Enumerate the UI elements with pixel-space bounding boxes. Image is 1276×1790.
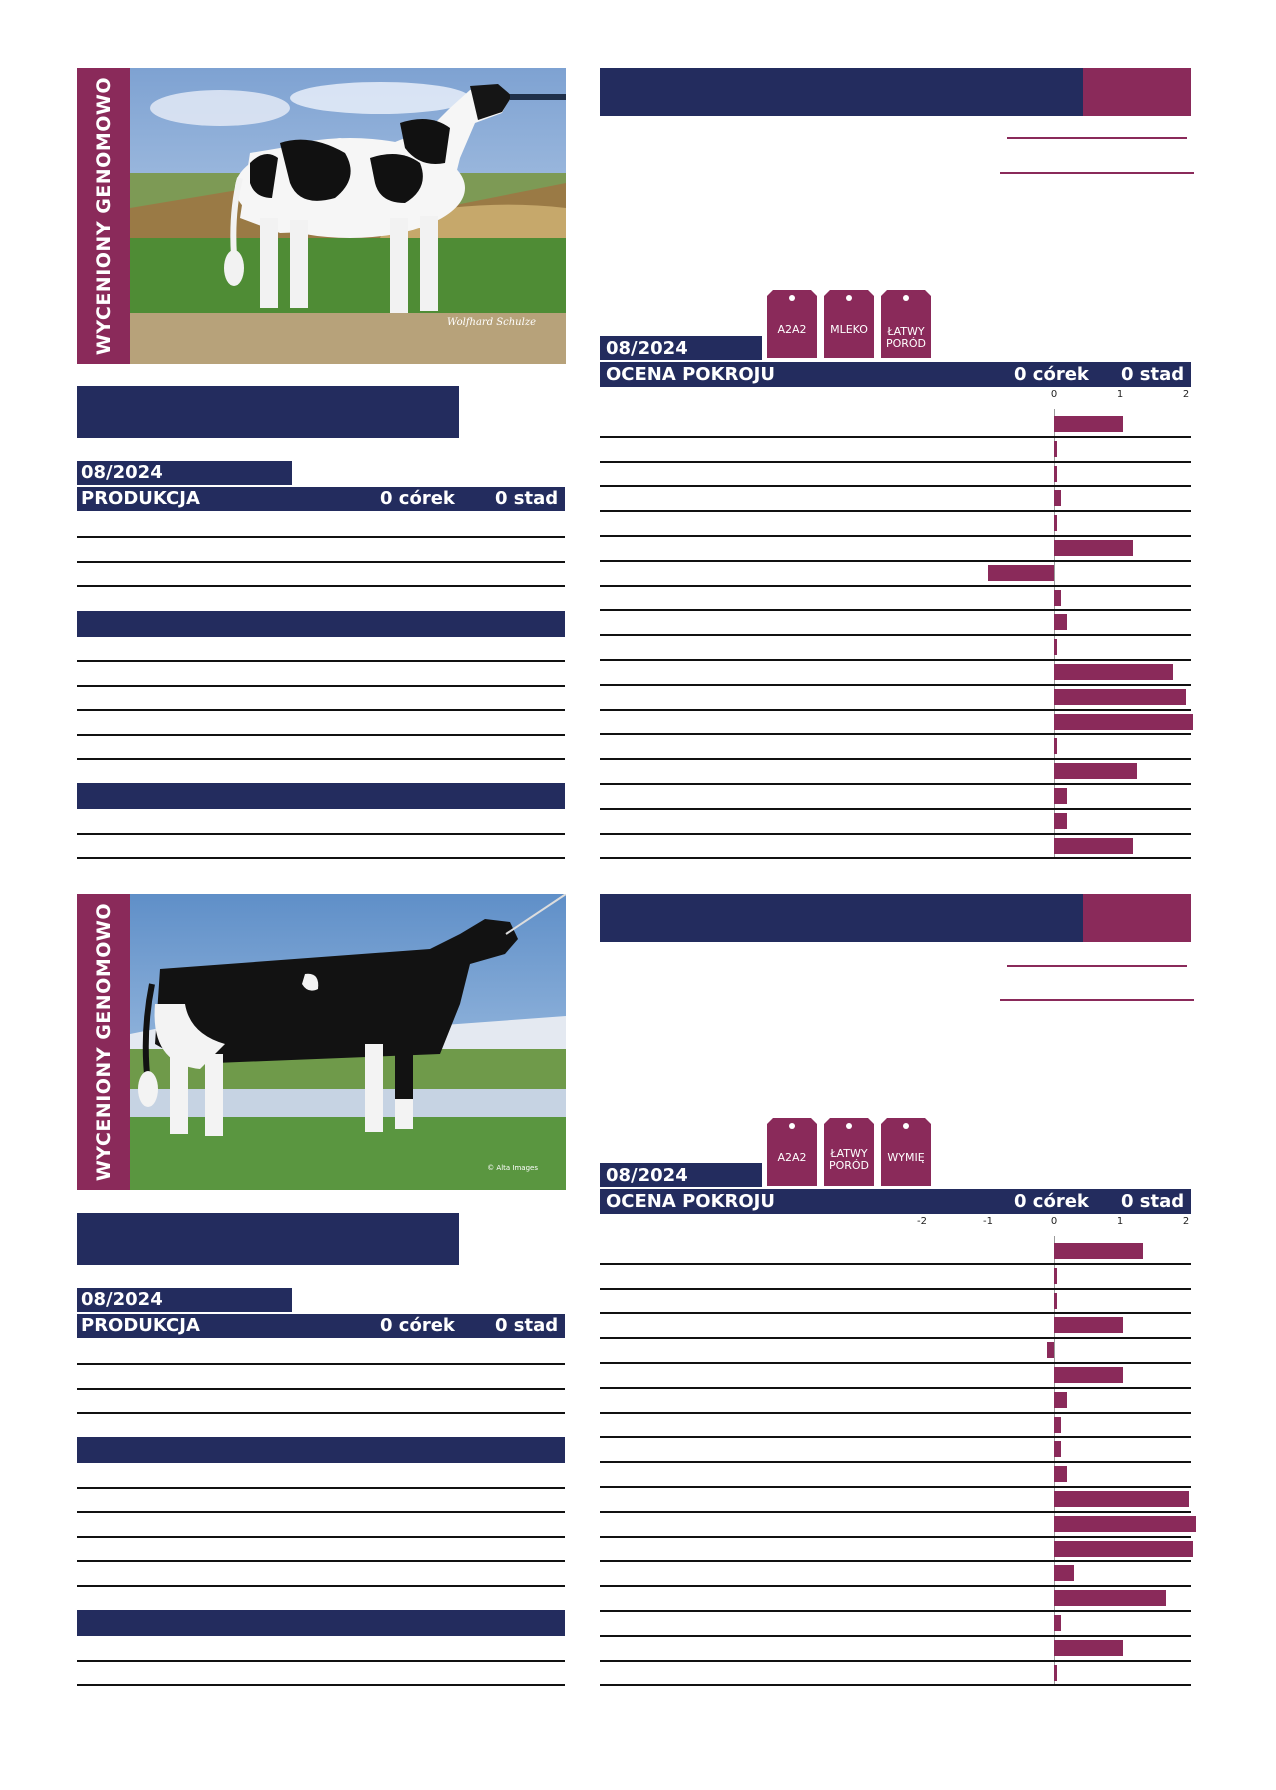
bull-photo-2 (77, 894, 566, 1190)
axis-tick: 1 (1116, 389, 1124, 400)
table-row (600, 585, 1191, 587)
conformation-bar (1054, 689, 1186, 705)
conformation-header: OCENA POKROJU 0 córek 0 stad (600, 362, 1191, 387)
conformation-bar (1054, 441, 1057, 457)
bull-header-accent (1083, 894, 1191, 942)
table-row (600, 609, 1191, 611)
divider-line (1007, 137, 1187, 139)
photo-credit: © Alta Images (487, 1164, 538, 1172)
production-date: 08/2024 (77, 461, 292, 485)
table-row (77, 833, 565, 835)
conformation-bar (1054, 466, 1057, 482)
conformation-bar (1054, 1367, 1123, 1383)
table-row (600, 461, 1191, 463)
axis-tick: -2 (917, 1216, 927, 1227)
conformation-bar (1054, 1392, 1067, 1408)
feature-tag: ŁATWY PORÓD (881, 284, 931, 358)
feature-tag: A2A2 (767, 284, 817, 358)
table-row (77, 1585, 565, 1587)
axis-tick: 0 (1050, 389, 1058, 400)
table-row (600, 1362, 1191, 1364)
table-row (600, 1461, 1191, 1463)
axis-tick: -1 (983, 1216, 993, 1227)
table-row (600, 535, 1191, 537)
production-header: PRODUKCJA 0 córek 0 stad (77, 487, 565, 511)
conformation-bar (1054, 714, 1193, 730)
conformation-bar (1054, 1615, 1061, 1631)
table-row (77, 734, 565, 736)
table-row (77, 536, 565, 538)
table-row (600, 1263, 1191, 1265)
feature-tag: ŁATWY PORÓD (824, 1112, 874, 1186)
conformation-bar (1054, 1243, 1143, 1259)
table-row (600, 833, 1191, 835)
table-row (600, 1486, 1191, 1488)
axis-tick: 0 (1050, 1216, 1058, 1227)
cow-photo (130, 68, 566, 364)
conformation-bar (1054, 1317, 1123, 1333)
table-row (600, 1288, 1191, 1290)
divider-line (1000, 999, 1194, 1001)
production-header: PRODUKCJA 0 córek 0 stad (77, 1314, 565, 1338)
conformation-date: 08/2024 (600, 1163, 762, 1187)
conformation-bar (1054, 614, 1067, 630)
table-row (600, 733, 1191, 735)
table-row (600, 1436, 1191, 1438)
table-row (600, 1585, 1191, 1587)
conformation-bar (1054, 416, 1123, 432)
conformation-bar (1054, 1665, 1057, 1681)
table-row (77, 857, 565, 859)
conformation-bar (1054, 813, 1067, 829)
table-row (600, 634, 1191, 636)
section-bar (77, 783, 565, 809)
axis-tick: 2 (1182, 1216, 1190, 1227)
table-row (77, 585, 565, 587)
conformation-bar (1054, 515, 1057, 531)
conformation-date: 08/2024 (600, 336, 762, 360)
table-row (600, 1387, 1191, 1389)
conformation-bar (1054, 490, 1061, 506)
feature-tag: A2A2 (767, 1112, 817, 1186)
bull-name-box (77, 386, 459, 438)
conformation-bar (1054, 838, 1133, 854)
table-row (600, 1337, 1191, 1339)
bull-photo-1 (77, 68, 566, 364)
axis-tick: 2 (1182, 389, 1190, 400)
section-bar (77, 1437, 565, 1463)
conformation-bar (1054, 1417, 1061, 1433)
table-row (600, 1610, 1191, 1612)
table-row (600, 1511, 1191, 1513)
table-row (600, 783, 1191, 785)
bull-header (600, 68, 1083, 116)
table-row (600, 1635, 1191, 1637)
conformation-bar (1054, 1640, 1123, 1656)
table-row (77, 1511, 565, 1513)
table-row (600, 758, 1191, 760)
conformation-bar (1054, 664, 1173, 680)
production-date: 08/2024 (77, 1288, 292, 1312)
conformation-bar (1054, 590, 1061, 606)
table-row (77, 660, 565, 662)
table-row (600, 857, 1191, 859)
feature-tag: MLEKO (824, 284, 874, 358)
table-row (77, 685, 565, 687)
divider-line (1000, 172, 1194, 174)
conformation-bar (1054, 1565, 1074, 1581)
conformation-bar (1054, 1491, 1189, 1507)
cow-photo (130, 894, 566, 1190)
table-row (600, 1660, 1191, 1662)
conformation-bar (988, 565, 1054, 581)
table-row (77, 1684, 565, 1686)
table-row (77, 1660, 565, 1662)
feature-tag: WYMIĘ (881, 1112, 931, 1186)
conformation-bar (1054, 1441, 1061, 1457)
table-row (77, 1560, 565, 1562)
conformation-bar (1054, 639, 1057, 655)
conformation-bar (1054, 763, 1137, 779)
conformation-bar (1054, 1516, 1196, 1532)
table-row (77, 1388, 565, 1390)
conformation-bar (1054, 788, 1067, 804)
table-row (600, 485, 1191, 487)
conformation-bar (1054, 1466, 1067, 1482)
genomic-badge: WYCENIONY GENOMOWO (77, 68, 130, 364)
table-row (77, 709, 565, 711)
table-row (600, 659, 1191, 661)
table-row (77, 1363, 565, 1365)
table-row (600, 1536, 1191, 1538)
table-row (77, 1487, 565, 1489)
genomic-badge: WYCENIONY GENOMOWO (77, 894, 130, 1190)
conformation-bar (1047, 1342, 1054, 1358)
bull-header (600, 894, 1083, 942)
table-row (600, 510, 1191, 512)
axis-tick: 1 (1116, 1216, 1124, 1227)
table-row (77, 561, 565, 563)
table-row (600, 560, 1191, 562)
conformation-header: OCENA POKROJU 0 córek 0 stad (600, 1189, 1191, 1214)
table-row (600, 436, 1191, 438)
photo-credit: Wolfhard Schulze (447, 317, 536, 328)
table-row (600, 1560, 1191, 1562)
table-row (600, 684, 1191, 686)
conformation-bar (1054, 1293, 1057, 1309)
conformation-bar (1054, 738, 1057, 754)
section-bar (77, 1610, 565, 1636)
table-row (600, 1412, 1191, 1414)
table-row (600, 808, 1191, 810)
table-row (600, 1684, 1191, 1686)
conformation-bar (1054, 1541, 1193, 1557)
table-row (600, 709, 1191, 711)
table-row (77, 1412, 565, 1414)
table-row (600, 1312, 1191, 1314)
bull-header-accent (1083, 68, 1191, 116)
bull-name-box (77, 1213, 459, 1265)
table-row (77, 758, 565, 760)
divider-line (1007, 965, 1187, 967)
table-row (77, 1536, 565, 1538)
section-bar (77, 611, 565, 637)
conformation-bar (1054, 1268, 1057, 1284)
conformation-bar (1054, 540, 1133, 556)
conformation-bar (1054, 1590, 1166, 1606)
